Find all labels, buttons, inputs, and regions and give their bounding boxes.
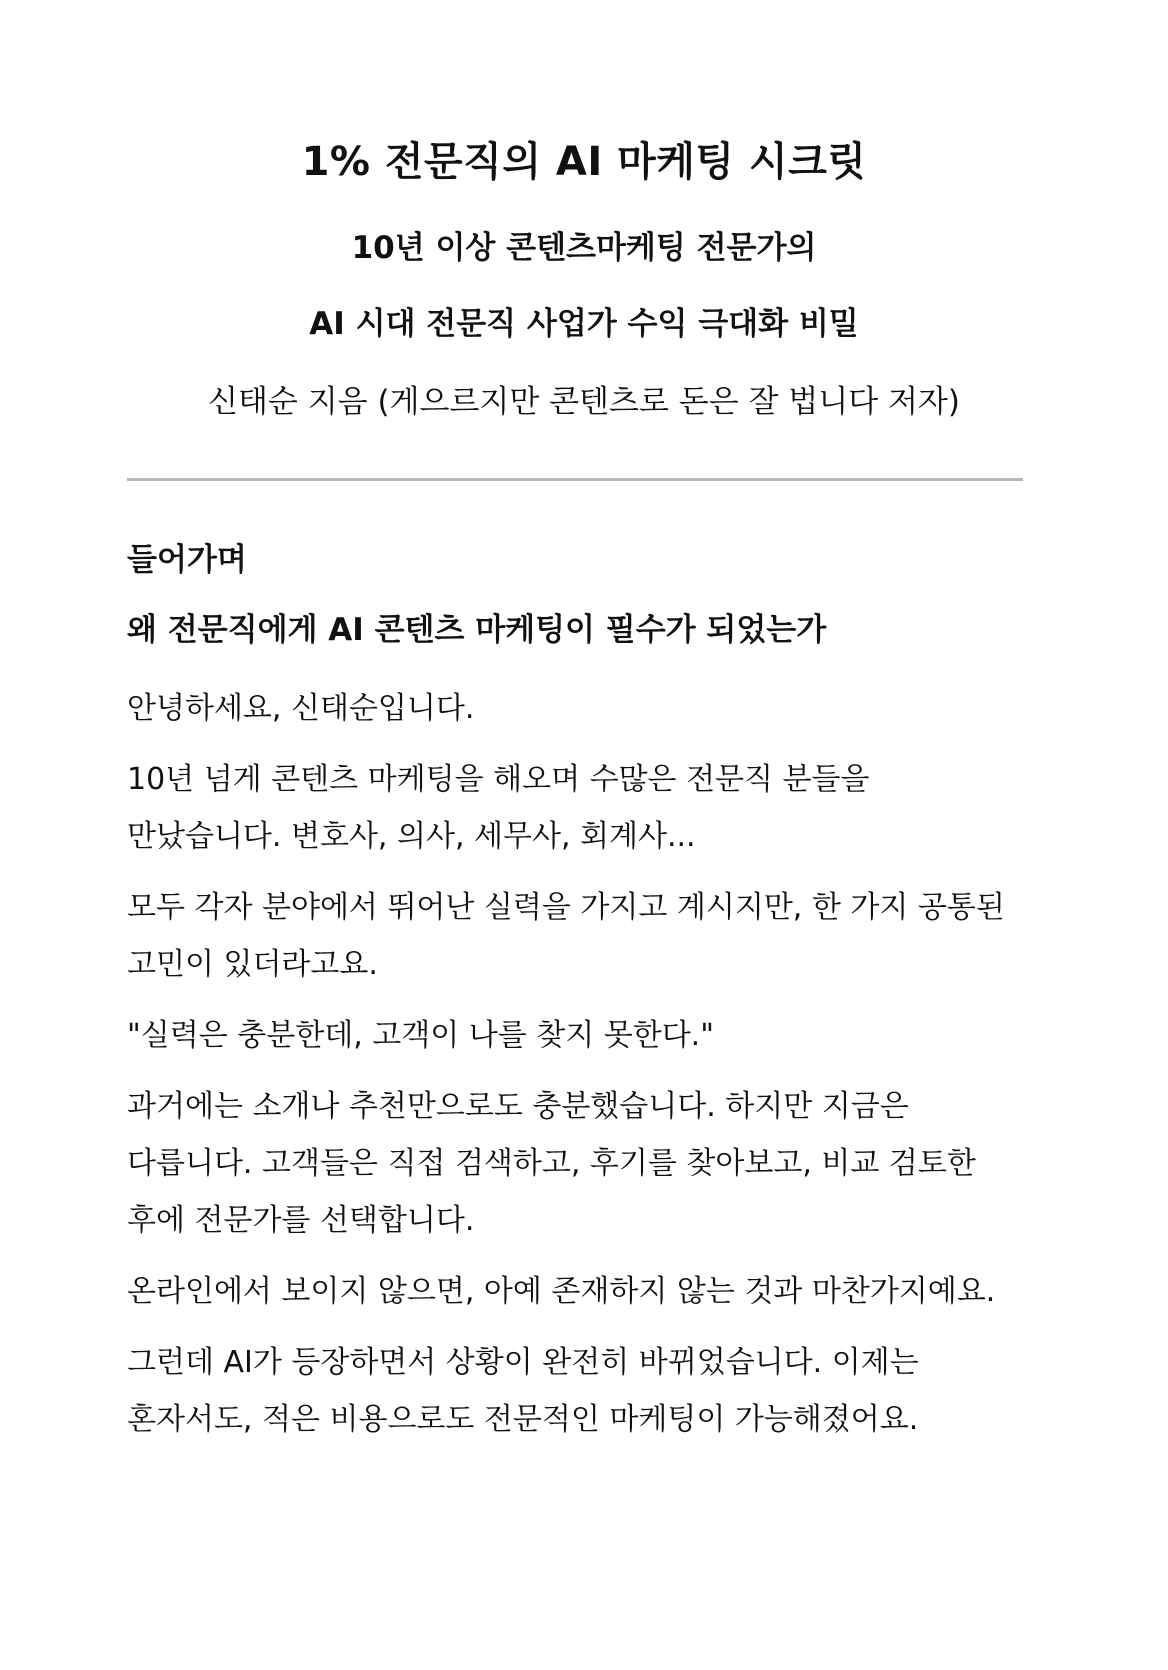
section-heading: 왜 전문직에게 AI 콘텐츠 마케팅이 필수가 되었는가: [127, 612, 827, 648]
book-subtitle-line-2: AI 시대 전문직 사업가 수익 극대화 비밀: [309, 306, 859, 342]
paragraph: 10년 넘게 콘텐츠 마케팅을 해오며 수많은 전문직 분들을 만났습니다. 변호사, 의사, 세무사, 회계사...: [127, 762, 870, 854]
paragraph: 온라인에서 보이지 않으면, 아예 존재하지 않는 것과 마찬가지예요.: [127, 1274, 996, 1309]
paragraph: 모두 각자 분야에서 뛰어난 실력을 가지고 계시지만, 한 가지 공통된 고민이 있더라고요.: [127, 890, 1005, 982]
paragraph: 그런데 AI가 등장하면서 상황이 완전히 바뀌었습니다. 이제는 혼자서도, 적은 비용으로도 전문적인 마케팅이 가능해졌어요.: [127, 1345, 919, 1437]
book-title: 1% 전문직의 AI 마케팅 시크릿: [301, 139, 867, 185]
paragraph: 과거에는 소개나 추천만으로도 충분했습니다. 하지만 지금은 다릅니다. 고객들은 직접 검색하고, 후기를 찾아보고, 비교 검토한 후에 전문가를 선택합니다.: [127, 1089, 976, 1238]
paragraph: "실력은 충분한데, 고객이 나를 찾지 못한다.": [127, 1018, 715, 1053]
author-line: 신태순 지음 (게으르지만 콘텐츠로 돈은 잘 법니다 저자): [208, 384, 960, 420]
title-divider: [127, 478, 1023, 481]
paragraph: 안녕하세요, 신태순입니다.: [127, 691, 475, 726]
section-body: [127, 538, 1023, 1462]
section-label: 들어가며: [127, 542, 247, 578]
book-subtitle-line-1: 10년 이상 콘텐츠마케팅 전문가의: [351, 230, 817, 266]
